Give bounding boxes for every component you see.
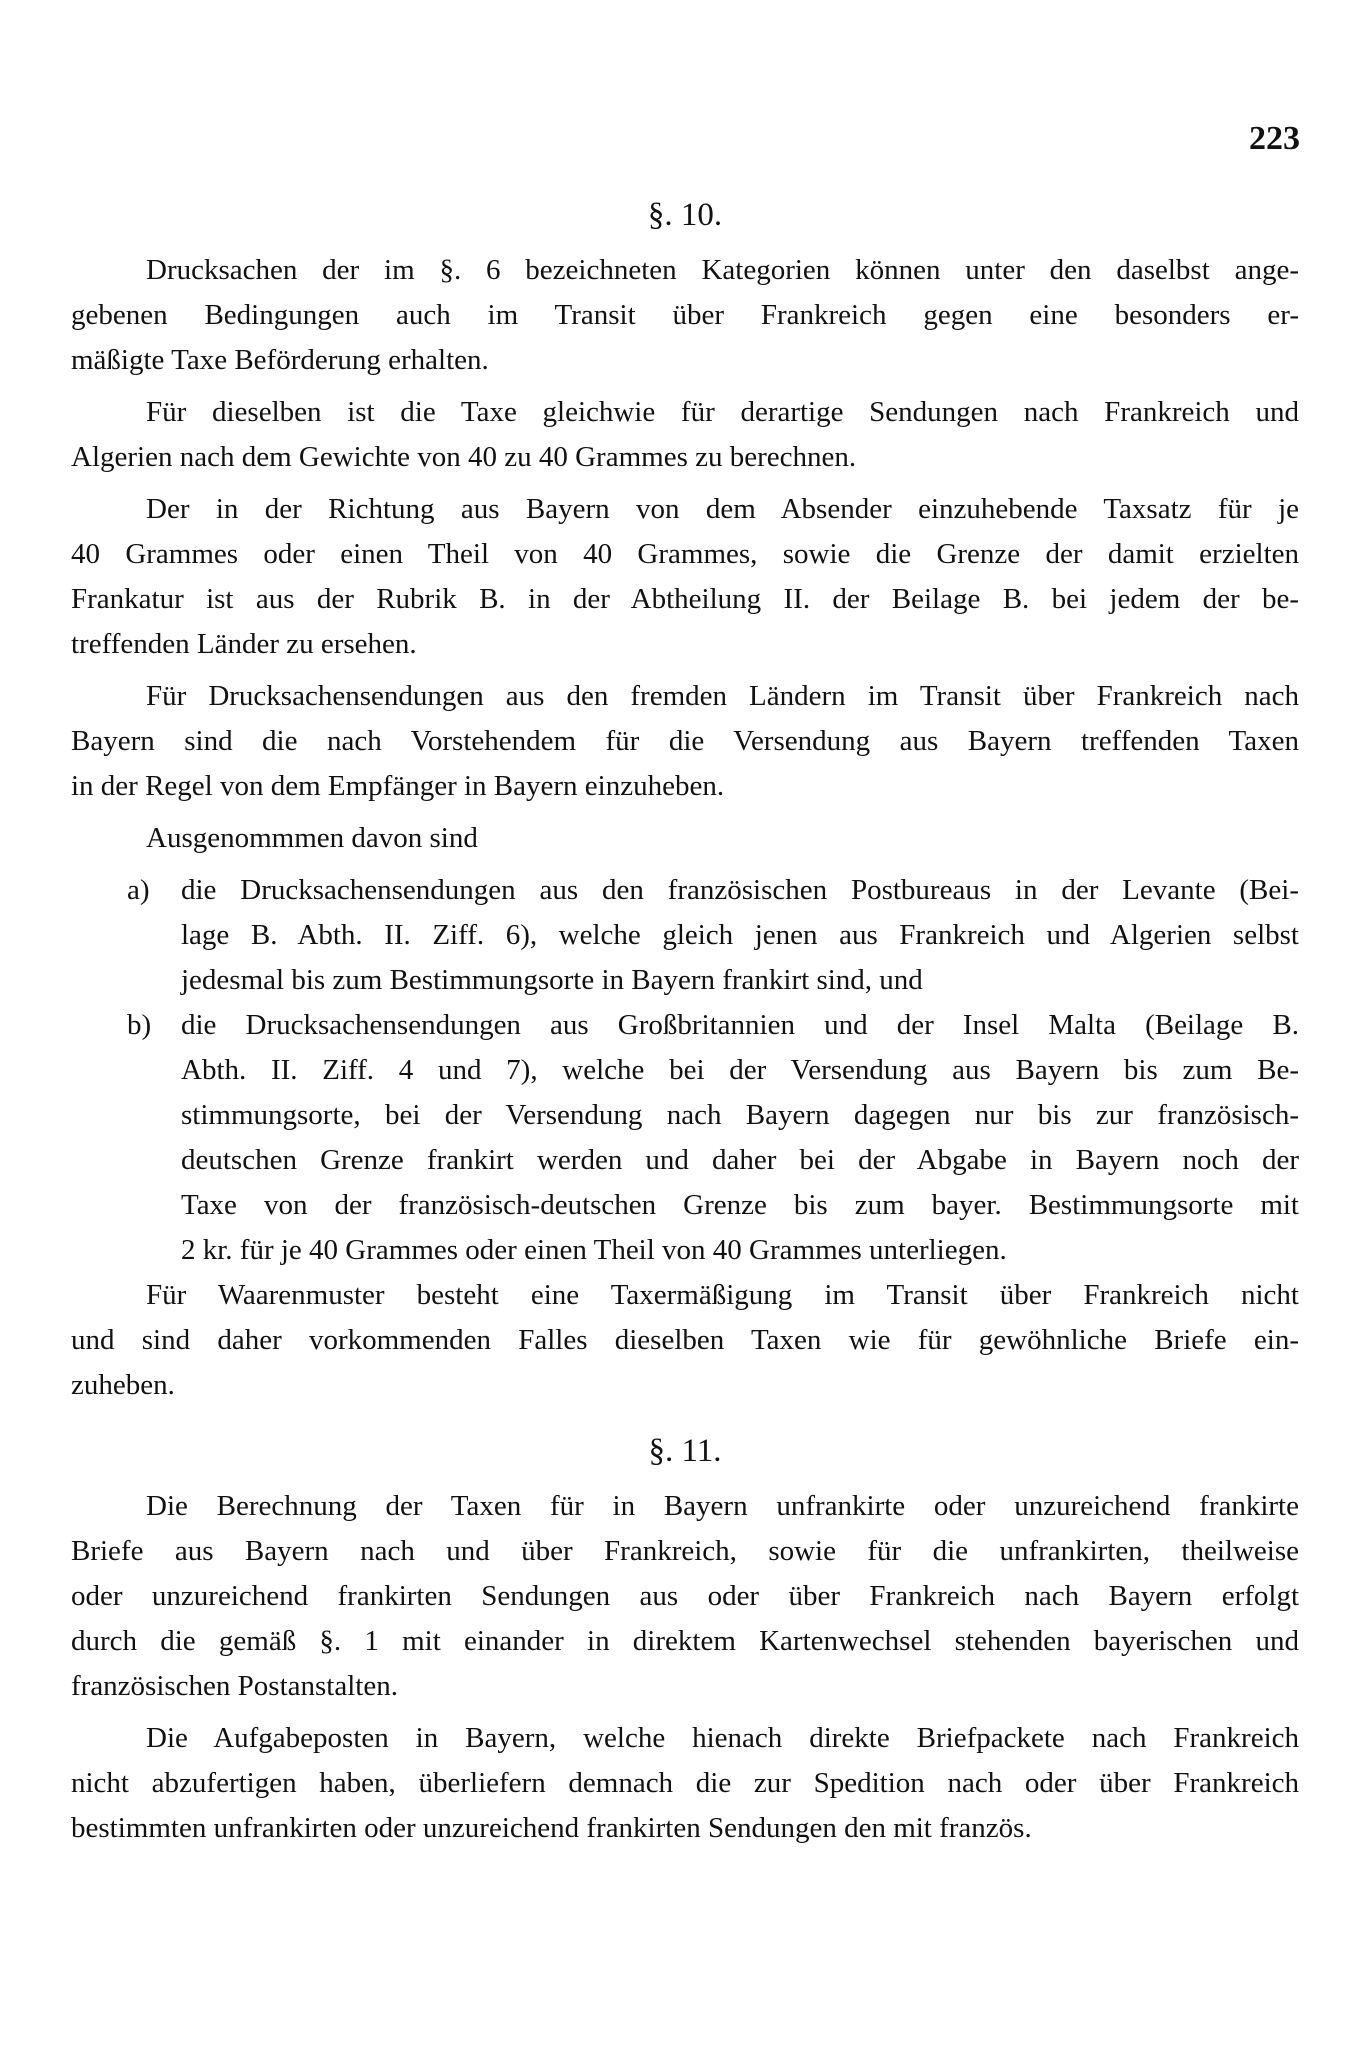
text-line: Bayern sind die nach Vorstehendem für die Versendung aus Bayern treffenden Taxen — [71, 725, 1299, 757]
text-line: Für Waarenmuster besteht eine Taxermäßigung im Transit über Frankreich nicht — [146, 1279, 1299, 1311]
text-line: oder unzureichend frankirten Sendungen aus oder über Frankreich nach Bayern erfolgt — [71, 1580, 1299, 1612]
page-number: 223 — [1249, 120, 1300, 157]
text-line: in der Regel von dem Empfänger in Bayern einzuheben. — [71, 770, 725, 802]
paragraph — [71, 390, 1299, 480]
text-line: stimmungsorte, bei der Versendung nach Bayern dagegen nur bis zur französisch- — [181, 1099, 1299, 1131]
text-line: lage B. Abth. II. Ziff. 6), welche gleich jenen aus Frankreich und Algerien selbst — [181, 919, 1299, 951]
text-line: 2 kr. für je 40 Grammes oder einen Theil von 40 Grammes unterliegen. — [181, 1234, 1007, 1266]
text-line: Die Aufgabeposten in Bayern, welche hienach direkte Briefpackete nach Frankreich — [146, 1722, 1299, 1754]
text-line: mäßigte Taxe Beförderung erhalten. — [71, 344, 489, 376]
text-line: Für Drucksachensendungen aus den fremden Ländern im Transit über Frankreich nach — [146, 680, 1299, 712]
text-line: Die Berechnung der Taxen für in Bayern unfrankirte oder unzureichend frankirte — [146, 1490, 1299, 1522]
paragraph — [71, 248, 1299, 383]
text-line: Ausgenommmen davon sind — [146, 822, 478, 854]
text-line: Drucksachen der im §. 6 bezeichneten Kategorien können unter den daselbst ange- — [146, 254, 1299, 286]
paragraph — [71, 816, 1299, 861]
text-line: jedesmal bis zum Bestimmungsorte in Bayern frankirt sind, und — [181, 964, 923, 996]
text-line: bestimmten unfrankirten oder unzureichend frankirten Sendungen den mit französ. — [71, 1812, 1032, 1844]
paragraph — [71, 1484, 1299, 1709]
list-item — [71, 1003, 1299, 1273]
text-line: Briefe aus Bayern nach und über Frankreich, sowie für die unfrankirten, theilweise — [71, 1535, 1299, 1567]
text-line: französischen Postanstalten. — [71, 1670, 398, 1702]
paragraph — [71, 674, 1299, 809]
list-item-label: b) — [127, 1009, 152, 1041]
text-line: Frankatur ist aus der Rubrik B. in der Abtheilung II. der Beilage B. bei jedem der be- — [71, 583, 1299, 615]
text-line: Für dieselben ist die Taxe gleichwie für derartige Sendungen nach Frankreich und — [146, 396, 1299, 428]
text-line: treffenden Länder zu ersehen. — [71, 628, 417, 660]
text-line: Abth. II. Ziff. 4 und 7), welche bei der Versendung aus Bayern bis zum Be- — [181, 1054, 1299, 1086]
page-body — [71, 190, 1299, 1858]
text-line: die Drucksachensendungen aus den französischen Postbureaus in der Levante (Bei- — [181, 874, 1299, 906]
text-line: zuheben. — [71, 1369, 175, 1401]
paragraph — [71, 1716, 1299, 1851]
list-item-label: a) — [127, 874, 150, 906]
text-line: gebenen Bedingungen auch im Transit über Frankreich gegen eine besonders er- — [71, 299, 1299, 331]
text-line: 40 Grammes oder einen Theil von 40 Grammes, sowie die Grenze der damit erzielten — [71, 538, 1299, 570]
paragraph — [71, 487, 1299, 667]
text-line: durch die gemäß §. 1 mit einander in direktem Kartenwechsel stehenden bayerischen und — [71, 1625, 1299, 1657]
section-heading: §. 10. — [647, 197, 723, 233]
text-line: Algerien nach dem Gewichte von 40 zu 40 Grammes zu berechnen. — [71, 441, 857, 473]
text-line: und sind daher vorkommenden Falles dieselben Taxen wie für gewöhnliche Briefe ein- — [71, 1324, 1299, 1356]
text-line: Taxe von der französisch-deutschen Grenze bis zum bayer. Bestimmungsorte mit — [181, 1189, 1299, 1221]
list-item — [71, 868, 1299, 1003]
paragraph — [71, 1273, 1299, 1408]
text-line: deutschen Grenze frankirt werden und daher bei der Abgabe in Bayern noch der — [181, 1144, 1299, 1176]
text-line: die Drucksachensendungen aus Großbritannien und der Insel Malta (Beilage B. — [181, 1009, 1299, 1041]
text-line: Der in der Richtung aus Bayern von dem Absender einzuhebende Taxsatz für je — [146, 493, 1299, 525]
section-heading: §. 11. — [648, 1433, 722, 1469]
text-line: nicht abzufertigen haben, überliefern demnach die zur Spedition nach oder über Frankreich — [71, 1767, 1299, 1799]
